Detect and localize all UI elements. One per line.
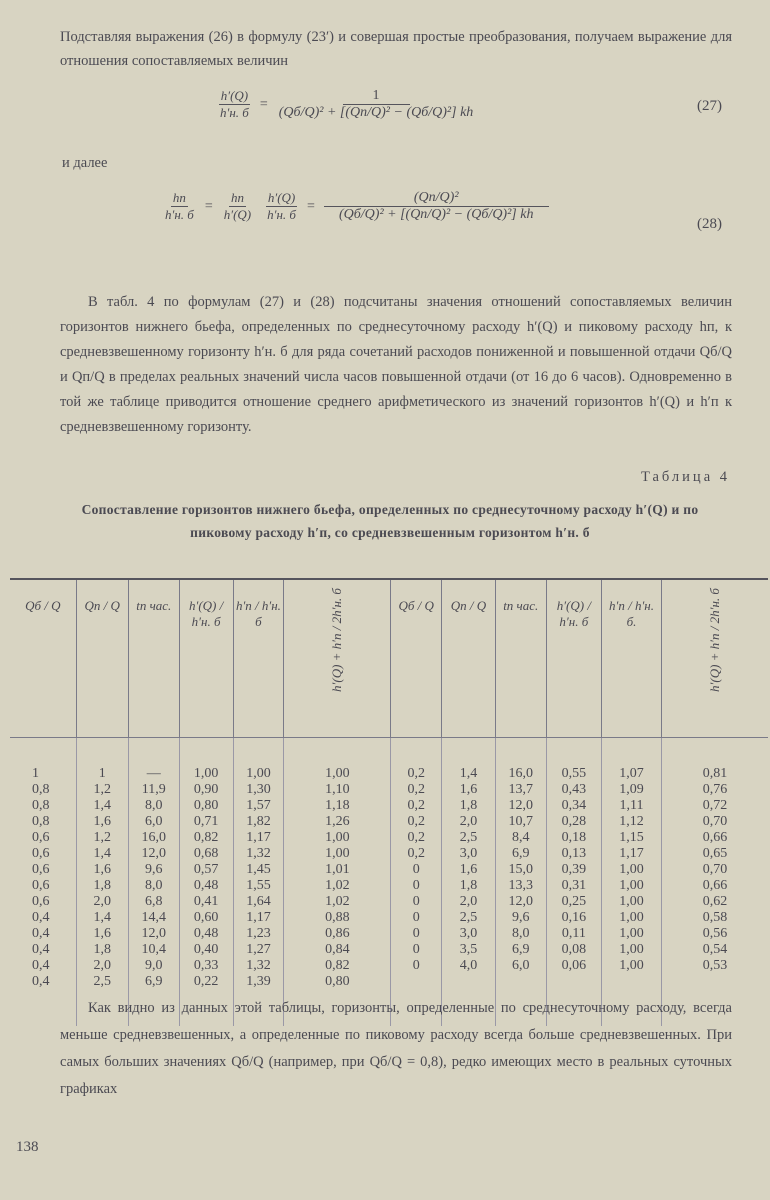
table-row <box>10 926 768 942</box>
table-cell: 0,60 <box>179 910 233 926</box>
table-cell: 0,82 <box>179 830 233 846</box>
column-header-label: h′(Q) + h′п / 2h′н. б <box>329 588 345 692</box>
table-cell: 1,4 <box>76 798 128 814</box>
table-cell: 10,7 <box>495 814 546 830</box>
table-cell: 1,26 <box>284 814 391 830</box>
q-b: Qб <box>283 105 301 120</box>
table-cell: 1,2 <box>76 782 128 798</box>
table-row <box>10 846 768 862</box>
table-cell: 0,25 <box>546 894 601 910</box>
formula-lhs-denominator: h′н. б <box>220 105 249 120</box>
table-cell: 0,6 <box>32 830 50 845</box>
table-cell: 1,07 <box>602 738 662 783</box>
table-cell: 9,6 <box>495 910 546 926</box>
table-cell: 1,00 <box>602 910 662 926</box>
table-cell: 0,88 <box>284 910 391 926</box>
table-cell: 6,8 <box>128 894 179 910</box>
table-cell: 12,0 <box>495 894 546 910</box>
table-cell: 0,4 <box>32 910 50 925</box>
table-cell: 1,4 <box>76 910 128 926</box>
table-cell: 0,22 <box>179 974 233 1026</box>
table-cell: 0,8 <box>32 814 50 829</box>
table-cell: 0,56 <box>661 926 768 942</box>
table-cell: 0,58 <box>661 910 768 926</box>
table-row <box>10 894 768 910</box>
table-row <box>10 782 768 798</box>
table-cell: 1,2 <box>76 830 128 846</box>
table-cell: 0,82 <box>284 958 391 974</box>
table-cell: 0,11 <box>546 926 601 942</box>
table-cell: 1,11 <box>602 798 662 814</box>
table-cell: 0,34 <box>546 798 601 814</box>
table-cell: 1,8 <box>76 942 128 958</box>
table-cell: 0,76 <box>661 782 768 798</box>
table-cell: 1,02 <box>284 894 391 910</box>
table-cell: 1,64 <box>233 894 284 910</box>
table-cell: 0,86 <box>284 926 391 942</box>
table-cell: 9,0 <box>128 958 179 974</box>
table-cell: 0,4 <box>32 974 50 989</box>
table-cell: 1,32 <box>233 958 284 974</box>
column-header-label: tп час. <box>503 598 539 613</box>
data-table <box>10 578 768 1026</box>
formula-28: $\frac{hп}{h'н. б}$ = $\frac{hп}{h'(Q)}$ $\frac{h'(Q)}{h'н. б}$ = $\frac{\text{(Qп/Q)²}}{\text{(Qб/Q)² + [(Qп/Q)² − (Qб/Q)²] kh}}$ <box>160 190 552 223</box>
table-cell: 0 <box>391 894 442 910</box>
table-cell: 0,40 <box>179 942 233 958</box>
table-cell: 1,6 <box>442 862 496 878</box>
table-row <box>10 942 768 958</box>
table-cell: 1,10 <box>284 782 391 798</box>
table-cell: 6,9 <box>495 846 546 862</box>
table-cell: 0 <box>391 878 442 894</box>
table-cell: 1,00 <box>284 846 391 862</box>
q: Q <box>304 105 315 120</box>
table-cell: 8,0 <box>128 878 179 894</box>
table-cell: 1,12 <box>602 814 662 830</box>
table-cell: 2,0 <box>442 814 496 830</box>
table-cell: 1,57 <box>233 798 284 814</box>
table-cell: 0,90 <box>179 782 233 798</box>
table-cell: 1,55 <box>233 878 284 894</box>
column-header <box>602 579 662 738</box>
formula-lhs-numerator: hп <box>172 190 186 205</box>
table-cell: 0,70 <box>661 814 768 830</box>
table-cell: 0,28 <box>546 814 601 830</box>
table-cell: 8,0 <box>128 798 179 814</box>
table-cell: 1,01 <box>284 862 391 878</box>
table-cell: 0,48 <box>179 878 233 894</box>
table-cell: 0,84 <box>284 942 391 958</box>
table-cell: 16,0 <box>128 830 179 846</box>
column-header <box>179 579 233 738</box>
table-cell: 1,00 <box>602 926 662 942</box>
formula-rhs-numerator: 1 <box>343 88 410 105</box>
column-header-label: Qп / Q <box>84 598 120 613</box>
table-cell: 1,15 <box>602 830 662 846</box>
table-cell: 16,0 <box>495 738 546 783</box>
table-row <box>10 878 768 894</box>
table-cell: 0,66 <box>661 878 768 894</box>
table-cell: 0,68 <box>179 846 233 862</box>
column-header-label: Qб / Q <box>398 598 434 613</box>
table-label: Таблица 4 <box>640 469 730 485</box>
table-cell: 1,32 <box>233 846 284 862</box>
table-cell: 4,0 <box>442 958 496 974</box>
table-cell: 1 <box>32 766 39 781</box>
column-header <box>284 579 391 738</box>
table-cell: 0,71 <box>179 814 233 830</box>
table-cell: 1,17 <box>602 846 662 862</box>
table-cell: 0 <box>391 926 442 942</box>
column-header <box>495 579 546 738</box>
table-cell: 3,0 <box>442 926 496 942</box>
table-cell: 0,6 <box>32 894 50 909</box>
table-row <box>10 862 768 878</box>
table-cell: 0,6 <box>32 862 50 877</box>
table-cell: 8,4 <box>495 830 546 846</box>
table-cell: 0,2 <box>391 846 442 862</box>
column-header-label: h′(Q) + h′п / 2h′н. б <box>706 588 722 692</box>
table-cell: 1,6 <box>76 926 128 942</box>
table-cell: 0,80 <box>284 974 391 1026</box>
table-cell: 1,17 <box>233 830 284 846</box>
column-header <box>76 579 128 738</box>
table-row <box>10 830 768 846</box>
table-cell: 0,72 <box>661 798 768 814</box>
table-row <box>10 958 768 974</box>
table-cell: 0 <box>391 942 442 958</box>
column-header-label: h′(Q) / h′н. б <box>556 598 591 629</box>
column-header <box>10 579 76 738</box>
formula-mid2-denominator: h′н. б <box>267 207 296 222</box>
table-cell: 0,81 <box>661 738 768 783</box>
table-cell: 1,00 <box>179 738 233 783</box>
table-cell: 0,62 <box>661 894 768 910</box>
table-cell: 6,0 <box>128 814 179 830</box>
table-cell: 1,8 <box>76 878 128 894</box>
table-cell: 1,45 <box>233 862 284 878</box>
column-header <box>546 579 601 738</box>
table-cell: 0,8 <box>32 782 50 797</box>
formula-mid-numerator: hп <box>230 190 244 205</box>
table-cell: 0 <box>391 910 442 926</box>
table-cell: 1,00 <box>284 738 391 783</box>
table-cell: 1,82 <box>233 814 284 830</box>
table-cell: 0,65 <box>661 846 768 862</box>
table-cell: 0,2 <box>391 798 442 814</box>
table-cell: 6,9 <box>495 942 546 958</box>
column-header-label: h′(Q) / h′н. б <box>188 598 224 629</box>
table-cell: 2,5 <box>76 974 128 1026</box>
table-cell: 0,57 <box>179 862 233 878</box>
table-cell: 0,2 <box>391 782 442 798</box>
table-cell: 6,9 <box>128 974 179 1026</box>
table-cell: 1,00 <box>602 862 662 878</box>
table-cell: 15,0 <box>495 862 546 878</box>
table-cell: 2,0 <box>76 958 128 974</box>
table-title: Сопоставление горизонтов нижнего бьефа, определенных по среднесуточному расходу h′(Q) и по пиковому расходу h′п, со средневзвешенным горизонтом h′н. б <box>81 502 699 540</box>
table-cell: 1,00 <box>602 878 662 894</box>
table-cell: 0,06 <box>546 958 601 974</box>
table-cell: 2,0 <box>442 894 496 910</box>
table-cell: 1,6 <box>76 814 128 830</box>
table-cell: 1,4 <box>442 738 496 783</box>
table-cell: 0 <box>391 958 442 974</box>
table-row <box>10 814 768 830</box>
table-cell: 1,17 <box>233 910 284 926</box>
table-cell: 9,6 <box>128 862 179 878</box>
column-header-label: h′п / h′н. б <box>235 598 281 629</box>
table-cell: 13,3 <box>495 878 546 894</box>
table-cell: 8,0 <box>495 926 546 942</box>
table-cell: 14,4 <box>128 910 179 926</box>
table-cell: 1 <box>76 738 128 783</box>
table-cell: 0,43 <box>546 782 601 798</box>
table-cell: 0,53 <box>661 958 768 974</box>
table-cell: 0,31 <box>546 878 601 894</box>
table-cell: 0,13 <box>546 846 601 862</box>
paragraph-conclusion: Как видно из данных этой таблицы, горизонты, определенные по среднесуточному расходу, всегда меньше средневзвешенных, а определенные по пиковому расходу всегда больше средневзвешенных. При самых больших значениях Qб/Q (например, при Qб/Q = 0,8), редко имеющих место в реальных суточных графиках <box>60 1000 732 1097</box>
table-cell: 0 <box>391 862 442 878</box>
table-cell: 1,39 <box>233 974 284 1026</box>
table-cell: 12,0 <box>128 926 179 942</box>
table-cell: 1,23 <box>233 926 284 942</box>
table-cell: 0,4 <box>32 926 50 941</box>
table-cell: 13,7 <box>495 782 546 798</box>
table-cell: 0,6 <box>32 846 50 861</box>
formula-mid-denominator: h′(Q) <box>223 207 252 222</box>
page-number: 138 <box>16 1139 39 1155</box>
table-cell: 0,70 <box>661 862 768 878</box>
column-header <box>391 579 442 738</box>
table-row <box>10 738 768 783</box>
table-cell: 1,8 <box>442 798 496 814</box>
table-cell: 0,8 <box>32 798 50 813</box>
q-p: Qп <box>350 105 368 120</box>
table-cell: 2,5 <box>442 910 496 926</box>
table-cell: 0,08 <box>546 942 601 958</box>
table-row <box>10 798 768 814</box>
table-cell: 11,9 <box>128 782 179 798</box>
paragraph-description: В табл. 4 по формулам (27) и (28) подсчитаны значения отношений сопоставляемых величин горизонтов нижнего бьефа, определенных по среднесуточному расходу h′(Q) и пиковому расходу hп, к средневзвешенному горизонту h′н. б для ряда сочетаний расходов пониженной и повышенной отдачи Qб/Q и Qп/Q в пределах реальных значений числа часов повышенной отдачи (от 16 до 6 часов). Одновременно в той же таблице приводится отношение среднего арифметического из значений горизонтов h′(Q) и h′п к средневзвешенному горизонту. <box>60 294 732 435</box>
table-cell: 6,0 <box>495 958 546 974</box>
table-cell: 1,00 <box>602 958 662 974</box>
table-cell: 0,4 <box>32 942 50 957</box>
column-header-label: Qп / Q <box>450 598 487 613</box>
table-cell: 2,0 <box>76 894 128 910</box>
table-row <box>10 910 768 926</box>
table-cell: 12,0 <box>128 846 179 862</box>
column-header <box>233 579 284 738</box>
formula-27: $\frac{h'(Q)}{h'н. б}$ = $\frac{1}{\text{(Qб/Q)² + [(Qп/Q)² − (Qб/Q)²] kh}}$ <box>220 88 474 120</box>
table-cell: 0,33 <box>179 958 233 974</box>
column-header <box>128 579 179 738</box>
table-cell: 2,5 <box>442 830 496 846</box>
table-cell: 1,18 <box>284 798 391 814</box>
table-cell: 1,00 <box>284 830 391 846</box>
column-header-label: tп час. <box>136 598 172 613</box>
table-cell: 3,5 <box>442 942 496 958</box>
equation-number-27: (27) <box>697 98 722 114</box>
text-and-further: и далее <box>62 155 108 171</box>
table-cell: 0,54 <box>661 942 768 958</box>
table-cell: 1,09 <box>602 782 662 798</box>
column-header-label: h′п / h′н. б. <box>608 598 654 629</box>
table-cell: 0,18 <box>546 830 601 846</box>
table-cell: 1,02 <box>284 878 391 894</box>
table-cell: 1,00 <box>602 894 662 910</box>
table-cell: 12,0 <box>495 798 546 814</box>
table-cell: — <box>128 738 179 783</box>
table-cell: 3,0 <box>442 846 496 862</box>
formula-mid2-numerator: h′(Q) <box>267 190 296 205</box>
table-cell: 0,2 <box>391 738 442 783</box>
paragraph-intro: Подставляя выражения (26) в формулу (23′) и совершая простые преобразования, получаем выражение для отношения сопоставляемых величин <box>60 29 732 69</box>
formula-lhs-numerator: h′(Q) <box>220 88 249 103</box>
table-cell: 0,41 <box>179 894 233 910</box>
table-cell: 1,4 <box>76 846 128 862</box>
table-cell: 0,6 <box>32 878 50 893</box>
table-cell: 0,80 <box>179 798 233 814</box>
table-cell: 0,4 <box>32 958 50 973</box>
table-cell: 1,00 <box>233 738 284 783</box>
column-header <box>442 579 496 738</box>
column-header <box>661 579 768 738</box>
table-cell: 0,55 <box>546 738 601 783</box>
table-cell: 1,8 <box>442 878 496 894</box>
table-cell: 0,39 <box>546 862 601 878</box>
column-header-label: Qб / Q <box>25 598 61 613</box>
equation-number-28: (28) <box>697 216 722 232</box>
formula-lhs-denominator: h′н. б <box>165 207 194 222</box>
table-cell: 1,30 <box>233 782 284 798</box>
table-cell: 10,4 <box>128 942 179 958</box>
table-cell: 1,6 <box>442 782 496 798</box>
table-cell: 0,66 <box>661 830 768 846</box>
table-cell: 0,48 <box>179 926 233 942</box>
table-cell: 0,2 <box>391 830 442 846</box>
k-h: kh <box>460 105 474 120</box>
table-cell: 1,6 <box>76 862 128 878</box>
table-cell: 0,16 <box>546 910 601 926</box>
table-cell: 1,27 <box>233 942 284 958</box>
table-cell: 0,2 <box>391 814 442 830</box>
table-cell: 1,00 <box>602 942 662 958</box>
